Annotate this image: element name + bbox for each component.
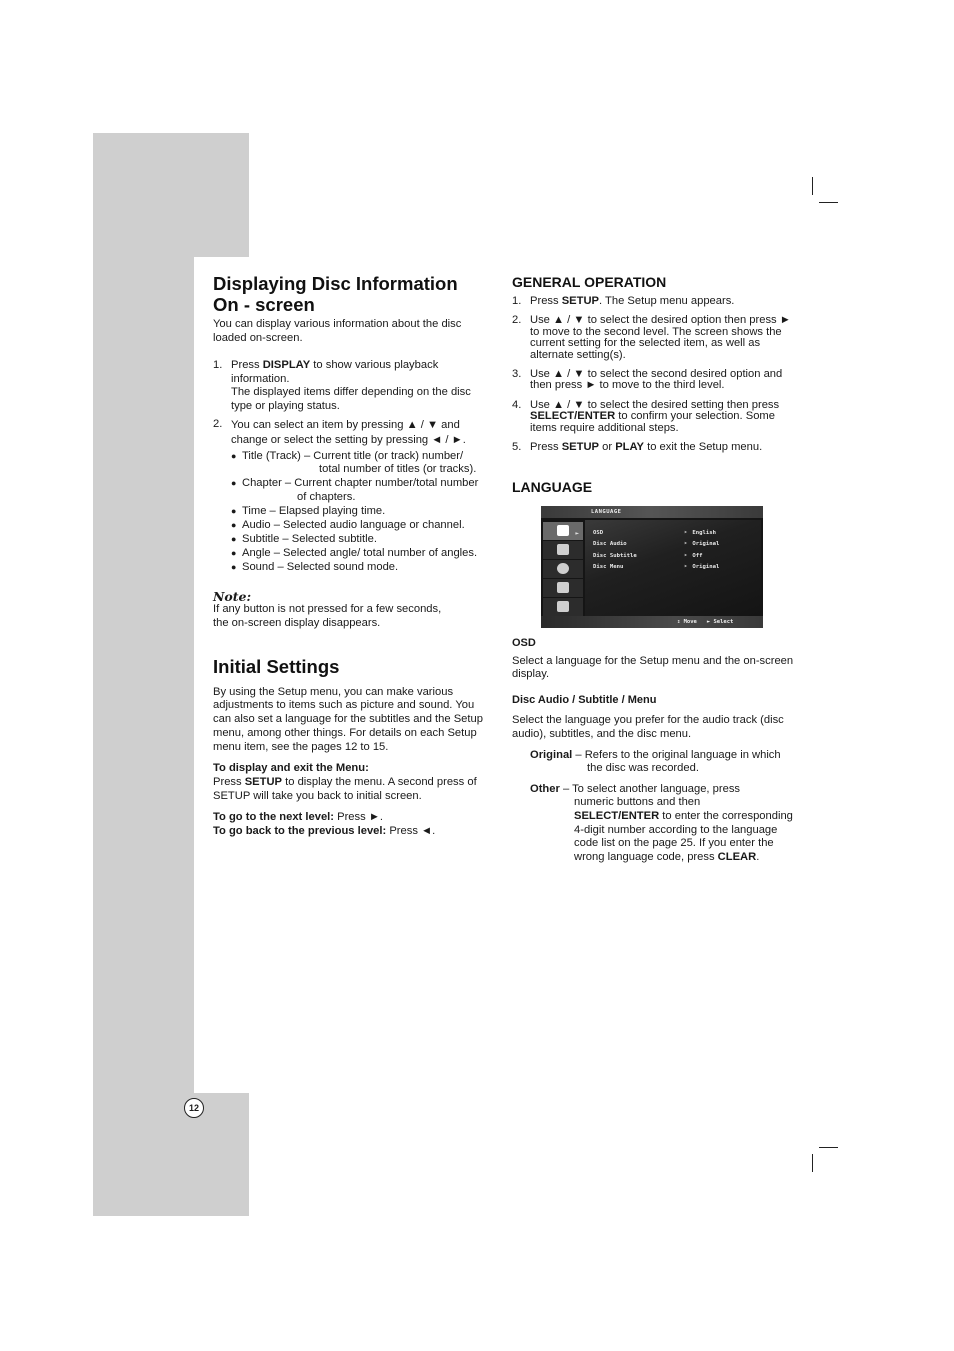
original-text: – Refers to the original language in which — [572, 748, 781, 761]
other-label: Other — [530, 782, 560, 795]
info-bullet — [231, 477, 491, 505]
step-note: The displayed items differ depending on the disc type or playing status. — [231, 386, 471, 412]
screen-nav-bar — [541, 616, 763, 628]
prev-level-label: To go back to the previous level: — [213, 824, 387, 837]
next-level-text: Press ►. — [334, 811, 383, 824]
select-hint: ► Select — [706, 619, 734, 625]
setting-value-text: English — [692, 530, 716, 536]
display-tab-icon — [543, 541, 583, 559]
screen-setting-row — [591, 528, 756, 539]
text: to confirm your selection. Some items require additional steps. — [530, 410, 775, 434]
text: or — [599, 441, 616, 454]
next-level-line — [213, 811, 491, 825]
crop-mark — [812, 177, 813, 195]
title-line-1: Displaying Disc Information — [213, 273, 458, 294]
step-number: 2. — [213, 417, 223, 430]
screen-setting-row — [591, 562, 756, 573]
display-exit-title: To display and exit the Menu: — [213, 762, 369, 775]
setting-value-text: Original — [692, 564, 720, 571]
margin-band-bottom — [93, 1093, 249, 1216]
audio-tab-icon — [543, 560, 583, 578]
step-item — [512, 400, 794, 434]
margin-band-left — [93, 257, 194, 1093]
setting-value-text: Original — [692, 541, 720, 548]
play-key: PLAY — [615, 441, 645, 454]
bullet-dot-icon: ● — [231, 520, 237, 531]
disc-audio-subtitle-menu-title: Disc Audio / Subtitle / Menu — [512, 693, 657, 706]
setting-value-text: Off — [692, 552, 703, 559]
select-enter-key: SELECT/ENTER — [574, 809, 660, 822]
crop-mark — [819, 202, 838, 203]
step-number: 1. — [213, 359, 223, 372]
text: Press — [530, 295, 562, 307]
step-text: You can select an item by pressing ▲ / ▼ and change or select the setting by pressing ◄ / ►. — [231, 418, 466, 446]
pointer-icon: ➤ — [684, 530, 688, 536]
bullet-text: Subtitle – Selected subtitle. — [242, 533, 377, 545]
step-item — [512, 369, 794, 392]
info-bullet — [231, 450, 491, 478]
screen-title: LANGUAGE — [591, 509, 622, 515]
other-text: – To select another language, press — [559, 782, 741, 795]
general-operation-title: GENERAL OPERATION — [512, 274, 667, 290]
language-menu-screenshot — [541, 506, 763, 628]
bullet-text: Time – Elapsed playing time. — [242, 505, 386, 518]
bullet-dot-icon: ● — [231, 534, 237, 544]
step-item — [512, 296, 794, 307]
info-bullet — [231, 547, 491, 561]
margin-band-top — [93, 133, 249, 257]
right-column — [512, 274, 794, 495]
note-line: the on-screen display disappears. — [213, 616, 381, 629]
next-level-label: To go to the next level: — [213, 811, 334, 824]
step-item — [213, 418, 491, 575]
general-steps — [512, 296, 794, 453]
step-number: 3. — [512, 368, 522, 381]
screen-sidebar — [543, 522, 583, 618]
step-text: Use ▲ / ▼ to select the desired option then press ► to move to the second level. The screen shows the current setting for the selected item, as well as alternate setting(s). — [530, 314, 791, 361]
section-title-initial-settings: Initial Settings — [213, 655, 340, 677]
others-tab-icon — [543, 598, 583, 616]
note-line: If any button is not pressed for a few seconds, — [213, 603, 442, 616]
crop-mark — [812, 1154, 813, 1172]
setup-key: SETUP — [561, 295, 600, 307]
bullet-text: Audio – Selected audio language or channel. — [242, 519, 465, 532]
original-cont: the disc was recorded. — [587, 762, 699, 775]
pointer-icon: ➤ — [684, 552, 688, 559]
setup-key: SETUP — [561, 441, 600, 454]
right-column-lower — [512, 637, 794, 864]
osd-text: Select a language for the Setup menu and the on-screen display. — [512, 654, 794, 681]
move-hint: ⇕ Move — [677, 619, 697, 625]
setting-key: Disc Menu — [593, 564, 624, 571]
text: . — [756, 850, 760, 863]
other-description — [530, 796, 794, 864]
step-item — [512, 315, 794, 361]
bullet-dot-icon: ● — [231, 506, 237, 517]
title-line-2: On - screen — [213, 294, 315, 315]
screen-setting-row — [591, 539, 756, 550]
info-bullet — [231, 561, 491, 575]
display-exit-text — [213, 776, 491, 803]
language-tab-icon — [543, 522, 583, 540]
info-bullet — [231, 505, 491, 519]
step-text: to show various playback information. — [231, 359, 439, 385]
section-title-display-info — [213, 273, 491, 315]
page-number: 12 — [184, 1098, 204, 1118]
left-column — [213, 273, 491, 838]
setup-key: SETUP — [244, 776, 283, 789]
text: to exit the Setup menu. — [644, 441, 763, 454]
clear-key: CLEAR — [717, 850, 757, 863]
crop-mark — [819, 1147, 838, 1148]
bullet-dot-icon: ● — [231, 478, 237, 489]
disc-audio-subtitle-menu-text: Select the language you prefer for the audio track (disc audio), subtitles, and the disc menu. — [512, 714, 784, 740]
bullet-text: Angle – Selected angle/ total number of angles. — [242, 546, 478, 559]
text: Use ▲ / ▼ to select the desired setting then press — [530, 398, 780, 411]
original-label: Original — [530, 748, 573, 761]
screen-settings-list — [591, 528, 756, 574]
info-bullet — [231, 533, 491, 547]
setting-value — [684, 551, 702, 562]
step-item — [213, 359, 491, 413]
prev-level-line — [213, 825, 491, 839]
screen-main-panel — [585, 520, 761, 616]
note-block — [213, 590, 491, 631]
step-number: 1. — [512, 295, 522, 307]
language-title: LANGUAGE — [512, 479, 593, 496]
lock-tab-icon — [543, 579, 583, 597]
bullet-text: Chapter – Current chapter number/total number — [242, 477, 479, 490]
text: to display the menu. A second press of SETUP will take you back to initial screen. — [213, 776, 477, 802]
bullet-text: Title (Track) – Current title (or track) number/ — [242, 449, 464, 462]
text: . The Setup menu appears. — [599, 295, 735, 307]
display-steps — [213, 359, 491, 575]
screen-setting-row — [591, 551, 756, 562]
screen-title-bar — [541, 506, 763, 518]
select-enter-key: SELECT/ENTER — [530, 410, 616, 423]
setting-value — [684, 562, 719, 573]
bullet-text: Sound – Selected sound mode. — [242, 560, 399, 573]
other-cont: to enter the corresponding 4-digit number according to the language code list on the page 25. If you enter the wrong language code, press — [574, 809, 793, 863]
step-text: Press — [231, 359, 263, 372]
initial-settings-body: By using the Setup menu, you can make various adjustments to items such as picture and sound. You can also set a language for the subtitles and the Setup menu, among other things. For details on each Setup menu item, see the pages 12 to 15. — [213, 685, 483, 753]
original-option — [512, 749, 794, 776]
prev-level-text: Press ◄. — [386, 824, 436, 837]
setting-key: Disc Audio — [593, 541, 627, 548]
bullet-dot-icon: ● — [231, 561, 237, 572]
other-option — [512, 783, 794, 865]
step-number: 2. — [512, 314, 522, 327]
bullet-dot-icon: ● — [231, 450, 237, 461]
text: Press — [530, 441, 562, 454]
step-number: 4. — [512, 398, 522, 411]
tab-arrow: ► — [575, 530, 579, 537]
display-key: DISPLAY — [262, 359, 311, 372]
setting-value — [684, 539, 719, 550]
step-text: Use ▲ / ▼ to select the second desired option and then press ► to move to the third level. — [530, 368, 783, 392]
bullet-continuation: of chapters. — [297, 491, 356, 504]
info-bullet-list — [231, 450, 491, 575]
intro-text: You can display various information about the disc loaded on-screen. — [213, 318, 462, 344]
setting-key: Disc Subtitle — [593, 552, 637, 559]
setting-key: OSD — [593, 530, 604, 536]
screen-nav — [677, 616, 743, 628]
bullet-continuation: total number of titles (or tracks). — [319, 463, 477, 476]
note-title: Note: — [213, 588, 252, 604]
step-item — [512, 442, 794, 453]
osd-title: OSD — [512, 637, 536, 649]
pointer-icon: ➤ — [684, 564, 688, 571]
pointer-icon: ➤ — [684, 541, 688, 548]
bullet-dot-icon: ● — [231, 547, 237, 558]
text: Press — [213, 776, 245, 789]
info-bullet — [231, 519, 491, 533]
setting-value — [684, 528, 716, 539]
other-cont: numeric buttons and then — [574, 796, 701, 809]
step-number: 5. — [512, 441, 522, 454]
